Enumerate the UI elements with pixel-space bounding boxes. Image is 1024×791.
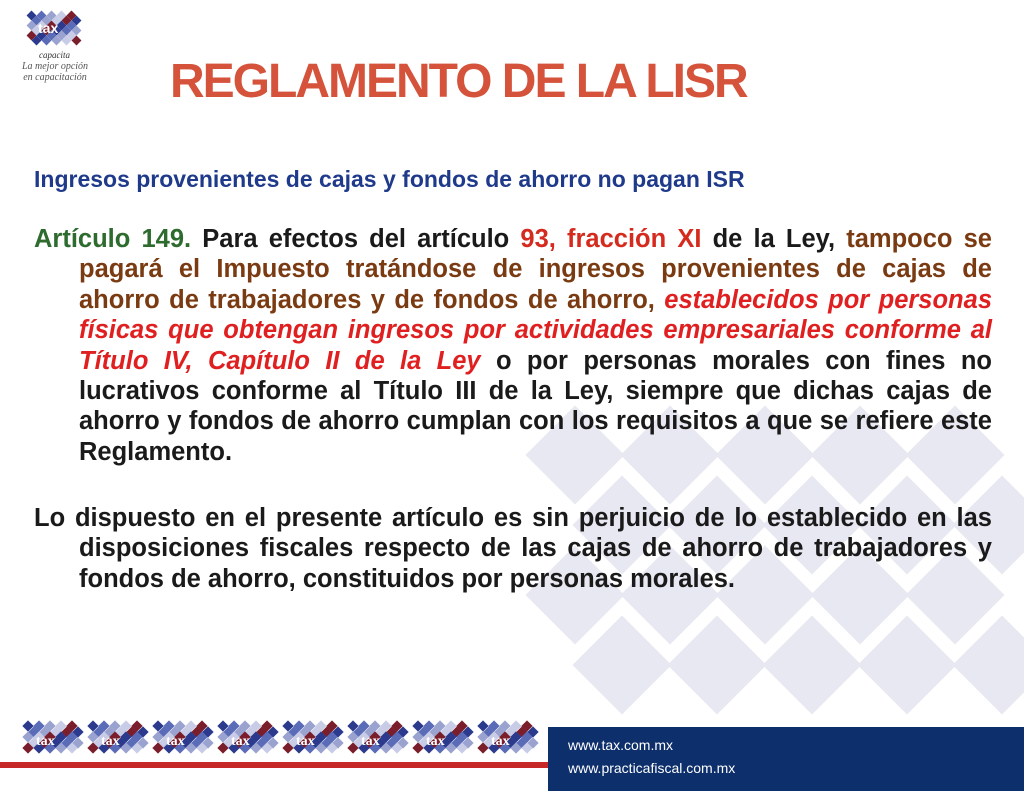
logo-tagline: La mejor opción en capacitación: [21, 61, 89, 83]
footer-mini-logo-word: tax: [231, 734, 250, 749]
footer-mini-logo-word: tax: [166, 734, 185, 749]
article-text-part1: Para efectos del artículo: [191, 225, 521, 253]
law-reference: 93, fracción XI: [520, 225, 702, 253]
footer-mini-logo-word: tax: [36, 734, 55, 749]
footer-mini-logo: [219, 718, 281, 768]
footer-url-practicafiscal[interactable]: www.practicafiscal.com.mx: [568, 760, 736, 776]
footer-mini-logo-word: tax: [491, 734, 510, 749]
footer-mini-logo: [414, 718, 476, 768]
article-number: Artículo 149.: [34, 225, 192, 253]
logo-diamond-cell: [72, 36, 82, 46]
footer-mini-logo: [479, 718, 541, 768]
logo-word: tax: [38, 20, 59, 36]
footer-mini-logo-word: tax: [426, 734, 445, 749]
footer-mini-logo: [154, 718, 216, 768]
article-text-part3: tampoco se pagará el Impuesto tratándose de ingresos provenientes de cajas de ahorro de trabajadores y de fondos de ahorro,: [79, 225, 992, 314]
footer-red-line: [0, 762, 548, 768]
slide-title: REGLAMENTO DE LA LISR: [170, 55, 747, 108]
footer-mini-logo-word: tax: [101, 734, 120, 749]
article-text-part2: de la Ley,: [701, 225, 847, 253]
slide-subtitle: Ingresos provenientes de cajas y fondos de ahorro no pagan ISR: [34, 166, 745, 192]
article-149-paragraph: [34, 224, 992, 467]
footer-bar: [548, 727, 1024, 791]
footer-mini-logo-word: tax: [361, 734, 380, 749]
logo-caption: capacita: [39, 50, 70, 60]
article-text-part4: o por personas morales con fines no lucrativos conforme al Título III de la Ley, siempre que dichas cajas de ahorro y fondos de ahorro cumplan con los requisitos a que se refiere este Reglamento.: [79, 346, 993, 466]
second-paragraph: Lo dispuesto en el presente artículo es sin perjuicio de lo establecido en las disposiciones fiscales respecto de las cajas de ahorro de trabajadores y fondos de ahorro, constituidos por personas morales.: [34, 504, 992, 593]
footer-mini-logo: [284, 718, 346, 768]
company-logo: [14, 10, 94, 92]
footer-mini-logo-word: tax: [296, 734, 315, 749]
footer-mini-logo: [349, 718, 411, 768]
footer-url-tax[interactable]: www.tax.com.mx: [568, 737, 674, 753]
footer-mini-logo: [24, 718, 86, 768]
footer-mini-logo: [89, 718, 151, 768]
article-emphasis: establecidos por personas físicas que obtengan ingresos por actividades empresariales conforme al Título IV, Capítulo II de la Ley: [79, 285, 992, 375]
